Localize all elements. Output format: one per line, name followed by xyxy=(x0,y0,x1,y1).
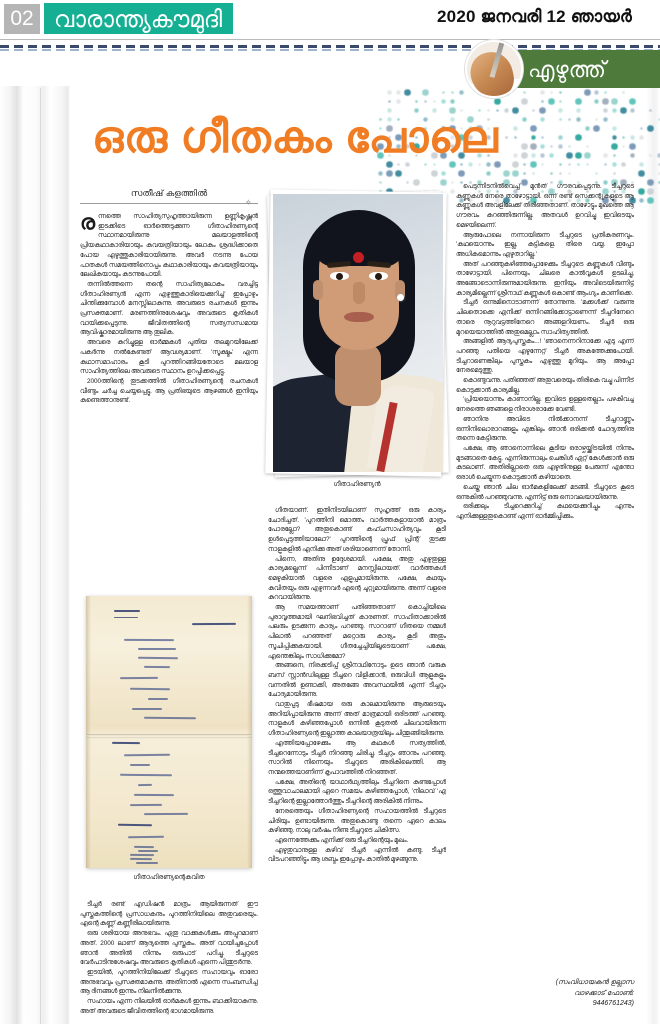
section-name-badge: വാരാന്ത്യകൗമുദി xyxy=(44,3,233,34)
manuscript-photo xyxy=(86,596,252,868)
masthead xyxy=(0,0,660,40)
handwritten-line xyxy=(138,784,152,786)
handwritten-line xyxy=(136,862,158,864)
article-column-2 xyxy=(268,506,446,1024)
handwritten-line xyxy=(144,717,196,719)
handwritten-line xyxy=(124,639,174,641)
portrait-lips xyxy=(344,312,374,322)
handwritten-line xyxy=(130,764,150,766)
article-paragraph: വാതുപ്പടു ഭീഷമായ ഒരു കാലമായിരുന്നു ആരുടെയും അറിയിപ്പായിരുന്നു അന്ന് അത് മാത്രമായി ഒരിടത്ത് പറഞ്ഞു. നാളുകൾ കഴിഞ്ഞപ്പോൾ ഒന്നിൽ കൂടുതൽ ചിലവായിരുന്ന ഗീതാഹിരണ്യന്റെ ഇല്ലാത്ത കാലയാത്രയിലും ചിന്തുങ്ങിയിരുന്നു. xyxy=(268,701,446,738)
handwritten-line xyxy=(118,824,152,826)
article-paragraph: ഞാനിനു അവിടെ നിൽക്കാനന്ന് ടീച്ചറാണ്ണും ഒന്നിനിലൊരാറങ്ങളും എങ്കിലും ഞാൻ ഒരിക്കൽ ചോദ്യത്തിനു തന്നെ കേട്ടിരുന്നു. xyxy=(456,415,634,443)
manuscript-caption: ഗീതാഹിരണ്യന്റെകവിത xyxy=(133,874,205,881)
article-column-1-top xyxy=(80,212,258,580)
portrait-earring xyxy=(397,294,404,301)
portrait-neck xyxy=(335,344,381,406)
portrait-pupil-right xyxy=(375,273,382,280)
manuscript-fold xyxy=(86,737,252,739)
article-paragraph: ടീച്ചർ രണ്ട് എഡിഷൻ മാത്രം ആയിരുന്നത് ഈ പുസ്തകത്തിന്റെ പ്രസാധകനും പുറത്തിനിയിലെ അതുവരെയും. എന്റെ കണ്ണ് കണ്ണീരിലായിരുന്നു. xyxy=(80,901,258,928)
article-column-3 xyxy=(456,182,634,972)
page-fold-line xyxy=(40,88,41,1024)
ornament-icon: ✧ xyxy=(245,198,252,207)
handwritten-line xyxy=(148,698,168,700)
masthead-rule xyxy=(0,39,660,40)
portrait-photo xyxy=(265,190,449,478)
article-paragraph: ഇടയിൽ, പുറത്തിനിയിലേക്ക് ടീച്ചറുടെ സഹായവും ഓരോ അനുഭവവും പ്രസക്തമാകുന്നു. അതിനാൽ എന്നെ സംബന്ധിച്ച് ആ ദിനങ്ങൾ ഇന്നും നിലനിൽക്കുന്നു. xyxy=(80,968,258,996)
article-paragraph: എന്നെത്തേക്കും എനിക്ക് ഒരു ടീച്ചറിന്റെയും മുഖം. xyxy=(275,836,409,844)
handwritten-line xyxy=(138,657,178,659)
article-paragraph: ചെയ്ത ഞാൻ ചില ഓർമകളിലേക്ക് മടങ്ങി. ടീച്ചറുടെ കൂടെ ഒന്നുകിൽ പറഞ്ഞുവന്നു. എന്നിട്ട് ഒരു നൊവലയായിരുന്നു. xyxy=(456,483,634,501)
column-badge-label: എഴുത്ത് xyxy=(528,57,606,82)
handwritten-line xyxy=(124,754,170,757)
manuscript-edge-left xyxy=(86,596,91,868)
article-paragraph: ഒരിക്കലും ടീച്ചറെക്കുറിച്ച് കഥയെക്കുറിച്ചും എന്നും എനിക്കുള്ളതുകൊണ്ട് എന്ന് ഓർമ്മിപ്പിക്കും. xyxy=(456,503,634,520)
page-title: ഒരു ഗീതകം പോലെ xyxy=(92,113,499,162)
article-paragraph: പക്ഷേ, അതിന്റെ യാഥാർഥ്യത്തിലും ടീച്ചറിനെ കണ്ടപ്പോൾ ഒത്തുവാചാലമായി ഏറെ സമയം കഴിഞ്ഞപ്പോൾ, 'നിലാവ് 'എ ടീച്ചറിന്റെ ഇല്ലാത്തോർത്തും ടീച്ചറിന്റെ അരികിൽ നിന്നും. xyxy=(268,778,446,806)
handwritten-line xyxy=(132,708,162,710)
page-curl-shadow xyxy=(0,86,70,1024)
handwritten-line xyxy=(138,850,158,852)
page-number-badge: 02 xyxy=(4,4,40,34)
article-paragraph: 2000ത്തിന്റെ തുടക്കത്തിൽ ഗീതാഹിരണ്യന്റെ രചനകൾ വീണ്ടും ചർച്ച ചെയ്യപ്പെട്ടു. ആ പ്രതിഭയുടെ ആഴങ്ങൾ ഇനിയും കണ്ടെത്താനുണ്ട്. xyxy=(80,377,258,405)
handwritten-line xyxy=(114,610,140,612)
publication-date: 2020 ജനവരി 12 ഞായർ xyxy=(437,7,632,26)
manuscript-edge-right xyxy=(247,596,252,868)
article-paragraph: അവരെ കുറിച്ചുള്ള ഓർമ്മകൾ പുതിയ തലമുറയിലേക്ക് പകർന്നു നൽകേണ്ടത് ആവശ്യമാണ്. 'സൂക്ഷ്മം' എന്ന കഥാസമാഹാരം കൂടി പുറത്തിറങ്ങിയതോടെ മലയാള സാഹിത്യത്തിലെ അവരുടെ സ്ഥാനം ഉറപ്പിക്കപ്പെട്ടു. xyxy=(80,339,258,376)
handwritten-line xyxy=(120,677,158,679)
byline-author: സതീഷ് കളത്തിൽ xyxy=(130,188,208,198)
portrait-pupil-left xyxy=(336,273,343,280)
credit-line-2: വാഴക്കാട് ഫോൺ: xyxy=(574,989,634,997)
article-paragraph: 'പ്രിയയൊന്നും കാണാനില്ല. ഇവിടെ ഉള്ളതെല്ലാം പഴകിവച്ച നേരത്തെ ഞങ്ങളെ നിരാശരാക്കേ വേണ്ടി. xyxy=(456,396,634,414)
handwritten-line xyxy=(114,617,138,618)
handwritten-line xyxy=(144,666,170,668)
article-paragraph: കൊണ്ടുവന്നു. പതിഞ്ഞത് അതുവരെയും തിരികെ വച്ചു പിന്നീട് കൊടുക്കാൻ കാര്യമില്ല. xyxy=(456,377,634,394)
article-paragraph: എത്തിയപ്പോഴേക്കും ആ കഥകൾ സത്യത്തിൽ, ടീച്ചറെന്നോടും ടീച്ചർ നിറഞ്ഞു ചിരിച്ചു. ടീച്ചറും ഞാനും പറഞ്ഞു. സാറിൽ നിന്നെയും ടീച്ചറുടെ അരികിലെത്തി. ആ നന്മത്തെയാണിന്ന് കൃപാവത്തിൽ നിറഞ്ഞത്. xyxy=(268,739,446,776)
handwritten-line xyxy=(128,836,164,838)
drop-cap: ര xyxy=(80,212,95,234)
handwritten-line xyxy=(130,688,170,690)
portrait-nose xyxy=(353,282,365,304)
handwritten-line xyxy=(144,813,188,815)
manuscript-image xyxy=(86,596,252,868)
article-column-1-bottom xyxy=(80,900,258,1024)
byline-divider xyxy=(80,203,258,204)
article-paragraph: രന്നത്തെ സാഹിത്യസുഹൃത്തായിരുന്ന ഉണ്ണികൃഷ്ണൻ ഇടക്കിടെ ഓർത്തെടുക്കുന്ന ഗീതാഹിരണ്യന്റെ സ്ഥാനമായിരുന്നു മലയാളത്തിന്റെ പ്രിയകഥാകാരിയായും കവയത്രിയായും ലോകം ശ്രദ്ധിക്കാതെ പോയ എഴുത്തുകാരിയായിരുന്നു. അവർ നടന്നു പോയ പാതകൾ സമയത്തിനൊപ്പം കഥാകാരിയായും കവയത്രിയായും ലേഖികയായും കടന്നുപോയി. xyxy=(80,212,258,279)
author-credit xyxy=(456,978,634,1010)
portrait-bindi xyxy=(353,252,364,263)
article-paragraph: അങ്ങളിൽ ആദ്യപുസ്തകം...! 'ഞാനെന്നറിനാക്കേ എടു എന്ന് പറഞ്ഞു പതിയെ എഴുന്നേറ്റ് ടീച്ചർ അകത്തേക്കുപോയി. ടീച്ചറാണെങ്കിലും പുസ്തകം എഴുത്തു മുറിയും. ആ അപ്പോ നേരമെടുത്തു. xyxy=(456,338,634,375)
manuscript-fold xyxy=(86,734,252,736)
hand-writing-icon xyxy=(465,40,523,98)
article-paragraph: ആ സമയത്താണ് പതിഞ്ഞതാണ് കൊച്ചിയിലെ പുരാവൃത്തമായി ഘനിഭവിച്ചത് കാരണത്. സാഹിതാക്കാരിൽ പലരും ഉടക്കുന്ന കാര്യം പറഞ്ഞു. സാറാണ് ഗീതയെ നമ്മൾ പിലാൽ പറഞ്ഞത് മറ്റൊരു കാര്യം കൂടി അതും സൂചിപ്പിക്കുകയായി. ഗീതച്ചേച്ചിയിലൂടെയാണ് പക്ഷേ, എന്തെങ്കിലും സാധിക്കുമോ? xyxy=(268,604,446,660)
article-paragraph: പക്ഷേ, ആ ഞാനൊന്നിലെ കൂടിയ ഒരാഴ്ചയ്ക്കിടയിൽ നിന്നും മുടങ്ങാതെ കേട്ടു. എന്നിരുന്നാലും ചെങ്കിൾ ഏറ്റ് കേൾക്കാൻ ഒരു കടലാണ്. അതിരില്ലാതെ ഒരു എഴുതിനുള്ള പേരുന്ന് എന്തോ ഒരാൾ ചെയ്യുന്ന കൊടുക്കാൻ കഴിയാതെ. xyxy=(456,444,634,482)
handwritten-line xyxy=(130,854,154,856)
handwritten-line xyxy=(120,774,172,776)
handwritten-line xyxy=(134,846,154,848)
handwritten-line xyxy=(192,623,236,625)
right-margin-strip xyxy=(646,88,660,1024)
article-paragraph: ഒരു ശരിയായ അനുഭവം. ഏതു വാക്കുകൾക്കും അപ്പുറമാണ് അത്. 2000 ലാണ് ആദ്യത്തെ പുസ്തകം. അത് വായിച്ചപ്പോൾ ഞാൻ അതിൽ നിന്നും ഒരുപാട് പഠിച്ചു. ടീച്ചറുടെ വേർപാടിനുശേഷവും അവരുടെ കൃതികൾ എന്നെ പിന്തുടർന്നു. xyxy=(80,930,258,967)
article-paragraph: എഴുതുവാനുള്ള കഴിവ് ടീച്ചർ എന്നിൽ കണ്ടു. ടീച്ചർ വിടപറഞ്ഞിട്ടും ആ ശബ്ദം ഇപ്പോഴും കാതിൽ മുഴങ്ങുന്നു. xyxy=(268,846,446,864)
credit-line-3: 9446761243) xyxy=(592,1000,634,1007)
article-paragraph: പിന്നെ, അതിനു ഉദ്ദേശമായി. പക്ഷേ, അതു എഴുതുള്ള കാര്യമല്ലെന്ന് പിന്നീടാണ് മനസ്സിലായത്. വാർത്തകൾ മെഴുകിയാൽ വളരെ എളുപ്പമായിരുന്നു. പക്ഷേ, കഥയും കവിതയും ഒരു എഴുന്നവർ എന്റെ ചുറ്റുമായിരുന്നു. അന്ന് വളരെ കുറവായിരുന്നു. xyxy=(268,555,446,602)
article-paragraph: അത് പറഞ്ഞുകഴിഞ്ഞപ്പോഴേക്കും ടീച്ചറുടെ കണ്ണുകൾ വീണ്ടും താഴോട്ടായി. പിന്നെയും ചിലരെ കാൽവൃകൾ ഉടലിച്ചു, അങ്ങോടൊന്നിരുന്നുമായിരുന്നു. ഇനിയും അവിടെയിരുന്നിട്ട് കാര്യമില്ലെന്ന് ശ്രീനാഥ് കണ്ണുകൾ കൊണ്ട് ആംഗ്യം കാണിക്കെ. xyxy=(456,260,634,297)
handwritten-line xyxy=(112,742,140,744)
masthead-dashed-rule xyxy=(0,45,660,48)
handwritten-line xyxy=(138,648,176,650)
handwritten-line xyxy=(134,794,174,796)
handwritten-line xyxy=(130,858,152,860)
article-paragraph: ആരുപോലെ നന്നായിരുന്ന ടീച്ചറുടെ പ്രതികരണവും. 'കഥയൊന്നും ഇല്ല, കുട്ടികളെ. തിരെ വയ്യ. ഇപ്പോ അധികമൊന്നും എഴുതാറില്ല.' xyxy=(456,231,634,258)
article-paragraph: സഹായം എന്ന നിലയിൽ ഓർമകൾ ഇന്നും ബാക്കിയാകുന്നു. അത് അവരുടെ ജീവിതത്തിന്റെ ഭാഗമായിരുന്നു. xyxy=(80,998,258,1015)
portrait-image xyxy=(273,194,443,472)
article-paragraph: നേരത്തെയും ഗീതാഹിരണ്യന്റെ സഹായത്തിൽ ടീച്ചറുടെ ചിരിയും ഉണ്ടായിരുന്നു. അതുകൊണ്ടു തന്നെ ഏറെ കാലം കഴിഞ്ഞു. നാലു വർഷം നീണ്ട ടീച്ചറുടെ ചികിത്സ. xyxy=(268,807,446,835)
article-paragraph: ടീച്ചർ ഒന്നുമിനൊടാണന്ന് തോന്നുന്നു. 'മക്കൾക്ക് വരുന്നു ചിലതൊക്കെ എനിക്ക് ഒന്നിറങ്ങിക്കോട്ടാണെന്ന് ടീച്ചറിനേറെ താരെ നൂറുവട്ടത്തിനേറെ അങ്ങളറിയണം. ടീച്ചർ ഒരു മുറയെയാത്തിൽ അതുമെല്ലാം സാഹിത്യത്തിൽ. xyxy=(456,299,634,336)
article-paragraph: ഗീതയാണ്. ഇതിനിടയിലാണ് സുഹൃത്ത് ഒരു കാര്യം ചോദിച്ചത്. 'പുറത്തിനി മൊത്തം വാർത്തകളായാൽ മാത്രം പോരല്ലോ? അതുകൊണ്ട് കഹ്ചസാഹിത്യവും കൂടി ഉൾപ്പെടുത്തിയാലോ?' പുറത്തിന്റെ പ്രൂഫ് പ്രിന്റ് തുടക്ക നാളുകളിൽ എനിക്കു അത് ശരിയാണെന്ന് തോന്നി. xyxy=(268,507,446,553)
credit-line-1: (സംവിധായകൻ ഉല്ലാസ xyxy=(555,979,634,986)
article-paragraph: അങ്ങനെ, നിരക്കടിപ്പ് ശ്രീനാഥിനോടും ഉടെ ഞാൻ വരുക ബസ് സ്റ്റാൻഡിലുള്ള ടീച്ചറെ വിളിക്കാൻ, ഒരുവിധി ആളുകളും വന്നതിൽ ഉണ്ടാക്കി, അതങ്ങേ അവസ്ഥയിൽ എന്ന് ടീച്ചറും ചോദ്യമായിരുന്നു. xyxy=(268,662,446,699)
portrait-caption: ഗീതാഹിരണ്യൻ xyxy=(333,481,381,488)
article-paragraph: പെടുന്നിടനിൽവെച്ച് മുൻത് ഗൗരവപ്പെടുന്നു. ടീച്ചറുടെ കണ്ണുകൾ നേരെ താഴോട്ടായി. ഒന്ന് രണ്ട് സെക്കന്റുകളുടെ ആ കണ്ണുകൾ അവളിലേക്ക് തിരിഞ്ഞതാണ്. താഴോട്ടും മുഖത്തെ ആ ഗൗരവം കുറഞ്ഞിരുന്നില്ല. അതവൾ ഉറവിച്ചു ഇവിടെയും മെഴയിലെന്ന്. xyxy=(456,183,634,229)
portrait-ear-left xyxy=(313,280,323,300)
article-paragraph: തന്നിൽത്തന്നെ തന്റെ സാഹിത്യലോകം വരച്ചിട്ട ഗീതാഹിരണ്യൻ എന്ന എഴുത്തുകാരിയെക്കുറിച്ച് ഇപ്പോഴും ചിന്തിക്കുമ്പോൾ മനസ്സിലാകുന്നു. അവരുടെ രചനകൾ ഇന്നും പ്രസക്തമാണ്. മരണത്തിനുശേഷവും അവരുടെ കൃതികൾ വായിക്കപ്പെടുന്നു. ജീവിതത്തിന്റെ സത്യസന്ധമായ ആവിഷ്കാരമായിരുന്നു ആ തൂലിക. xyxy=(80,280,258,337)
handwritten-line xyxy=(130,804,162,806)
